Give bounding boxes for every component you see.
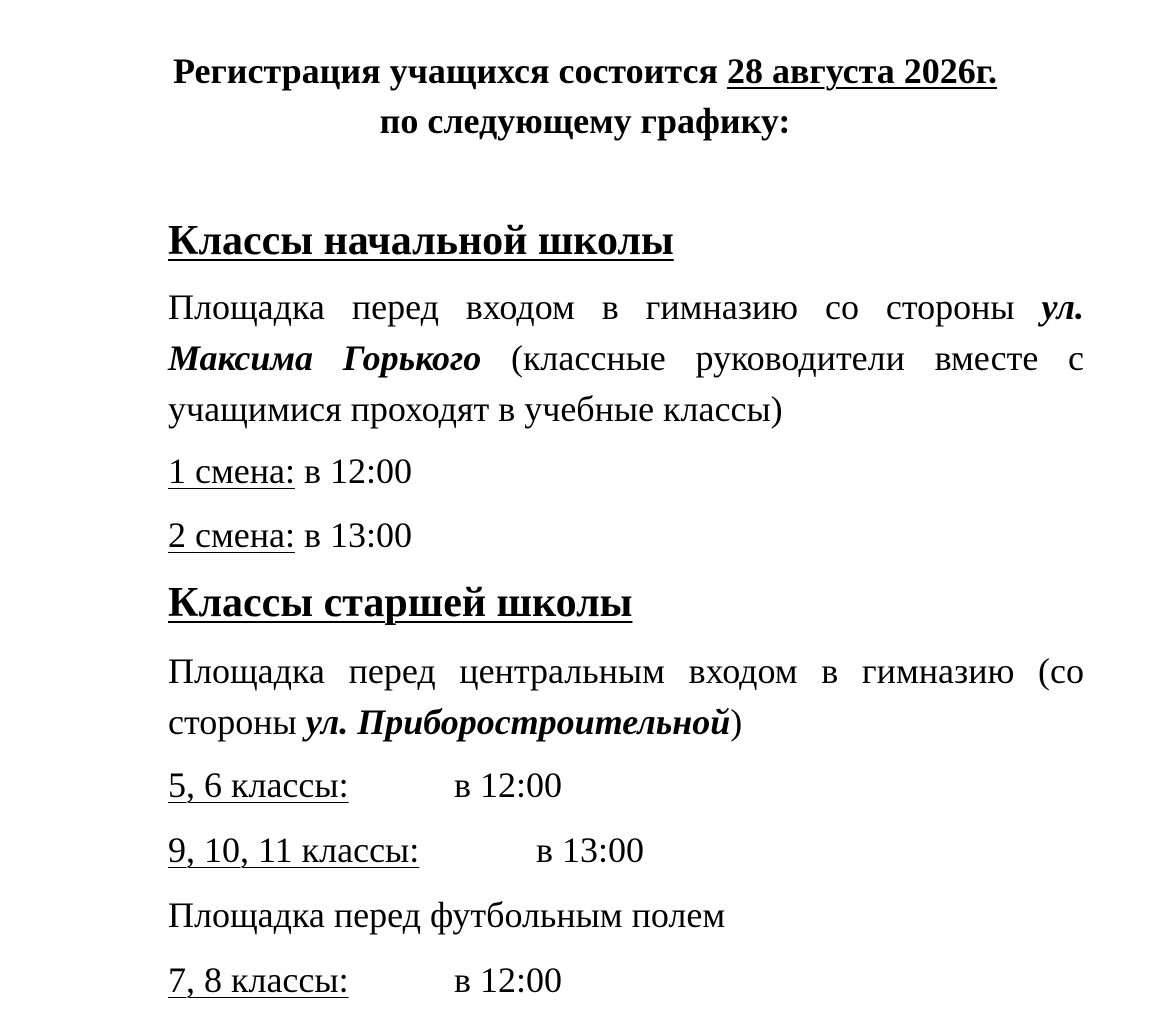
primary-place-text-1: Площадка перед входом в гимназию со стороны [168, 287, 1042, 327]
senior-group-row [168, 955, 588, 1005]
senior-place-text-1: Площадка перед центральным входом в гимназию (со стороны [168, 651, 1084, 742]
primary-section-title: Классы начальной школы [168, 218, 674, 264]
group-label: 5, 6 классы: [168, 765, 349, 805]
senior-place-text-2: ) [730, 702, 743, 742]
football-field-place: Площадка перед футбольным полем [168, 895, 726, 935]
group-time: в 12:00 [454, 765, 562, 805]
primary-shift-row [168, 510, 412, 560]
senior-place-street: ул. Приборостроительной [305, 702, 731, 742]
shift-time: в 12:00 [294, 451, 412, 491]
shift-label: 1 смена: [168, 451, 295, 491]
header-line-2: по следующему графику: [379, 101, 791, 141]
senior-group-row [168, 825, 668, 875]
senior-place-description [168, 646, 1084, 748]
shift-time: в 13:00 [294, 515, 412, 555]
group-time: в 13:00 [536, 830, 644, 870]
header-line-1 [0, 46, 1170, 96]
group-time: в 12:00 [454, 960, 562, 1000]
primary-place-street: ул. Максима Горького [168, 287, 1084, 378]
primary-place-text-2: (классные руководители вместе с учащимися проходят в учебные классы) [168, 338, 1084, 429]
senior-section-title: Классы старшей школы [168, 580, 633, 626]
senior-group-row [168, 760, 588, 810]
primary-place-description [168, 282, 1084, 435]
shift-label: 2 смена: [168, 515, 295, 555]
primary-shift-row [168, 446, 412, 496]
group-label: 7, 8 классы: [168, 960, 349, 1000]
registration-date: 28 августа 2026г. [726, 51, 998, 91]
notice-header [0, 46, 1170, 146]
group-label: 9, 10, 11 классы: [168, 830, 420, 870]
header-prefix: Регистрация учащихся состоится [172, 51, 727, 91]
